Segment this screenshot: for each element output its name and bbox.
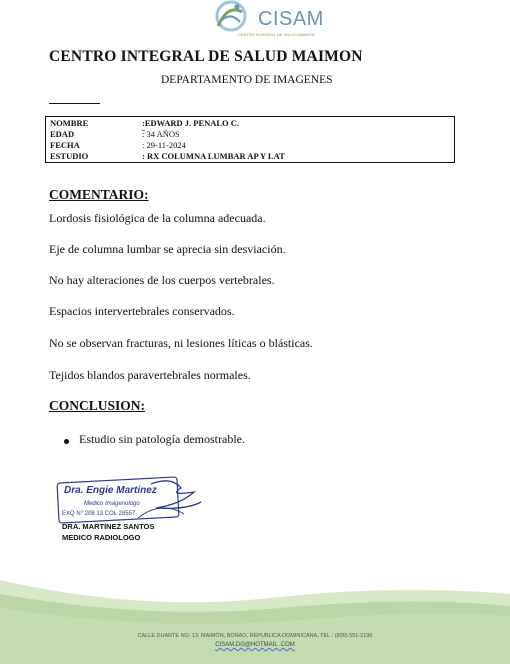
department-title: DEPARTAMENTO DE IMAGENES [161, 74, 333, 86]
stamp-title: Medico Imagenologo [84, 501, 140, 507]
date-value: : 29-11-2024 [142, 140, 186, 150]
conclusion-heading: CONCLUSION: [49, 398, 146, 413]
organization-title: CENTRO INTEGRAL DE SALUD MAIMON [49, 48, 363, 65]
age-value: : 34 AÑOS [142, 129, 180, 139]
logo-wordmark: CISAM [258, 8, 324, 30]
stamp-name: Dra. Engie Martinez [64, 485, 157, 496]
date-label: FECHA [50, 140, 80, 150]
comment-line: Espacios intervertebrales conservados. [49, 304, 235, 318]
study-value: : RX COLUMNA LUMBAR AP Y LAT [142, 151, 285, 161]
signature-stamp [56, 474, 206, 524]
stamp-exq: EXQ N° 208 13 COL 28557 [62, 511, 136, 517]
signer-title: MEDICO RADIOLOGO [62, 533, 141, 542]
comment-line: Tejidos blandos paravertebrales normales. [49, 368, 251, 382]
footer-address: CALLE DUARTE NO. 13, MAIMÓN, BONAO, REPUBLICA DOMINICANA, TEL.: (809) 551-2196 [137, 633, 373, 639]
comment-line: No se observan fracturas, ni lesiones líticas o blásticas. [49, 336, 313, 350]
comment-heading: COMENTARIO: [49, 187, 149, 202]
conclusion-item: Estudio sin patología demostrable. [79, 432, 245, 446]
footer-email[interactable]: CISAM.DG@HOTMAIL .COM [215, 642, 295, 648]
footer-wave [0, 560, 510, 664]
study-label: ESTUDIO [50, 151, 89, 161]
name-text: EDWARD J. PENALO C. [144, 118, 240, 128]
comment-line: Eje de columna lumbar se aprecia sin desviación. [49, 242, 286, 256]
signer-name: DRA. MARTINEZ SANTOS [62, 522, 155, 531]
comment-line: Lordosis fisiológica de la columna adecuada. [49, 211, 266, 225]
logo-subtitle: CENTRO INTEGRAL DE SALUD MAIMÓN [238, 32, 315, 37]
comment-line: No hay alteraciones de los cuerpos vertebrales. [49, 273, 275, 287]
bullet-icon [64, 439, 69, 444]
name-value: :EDWARD J. PENALO C. [142, 118, 240, 128]
divider [49, 103, 100, 104]
age-label: EDAD [50, 129, 75, 139]
patient-info-box [45, 116, 455, 163]
name-label: NOMBRE [50, 118, 89, 128]
